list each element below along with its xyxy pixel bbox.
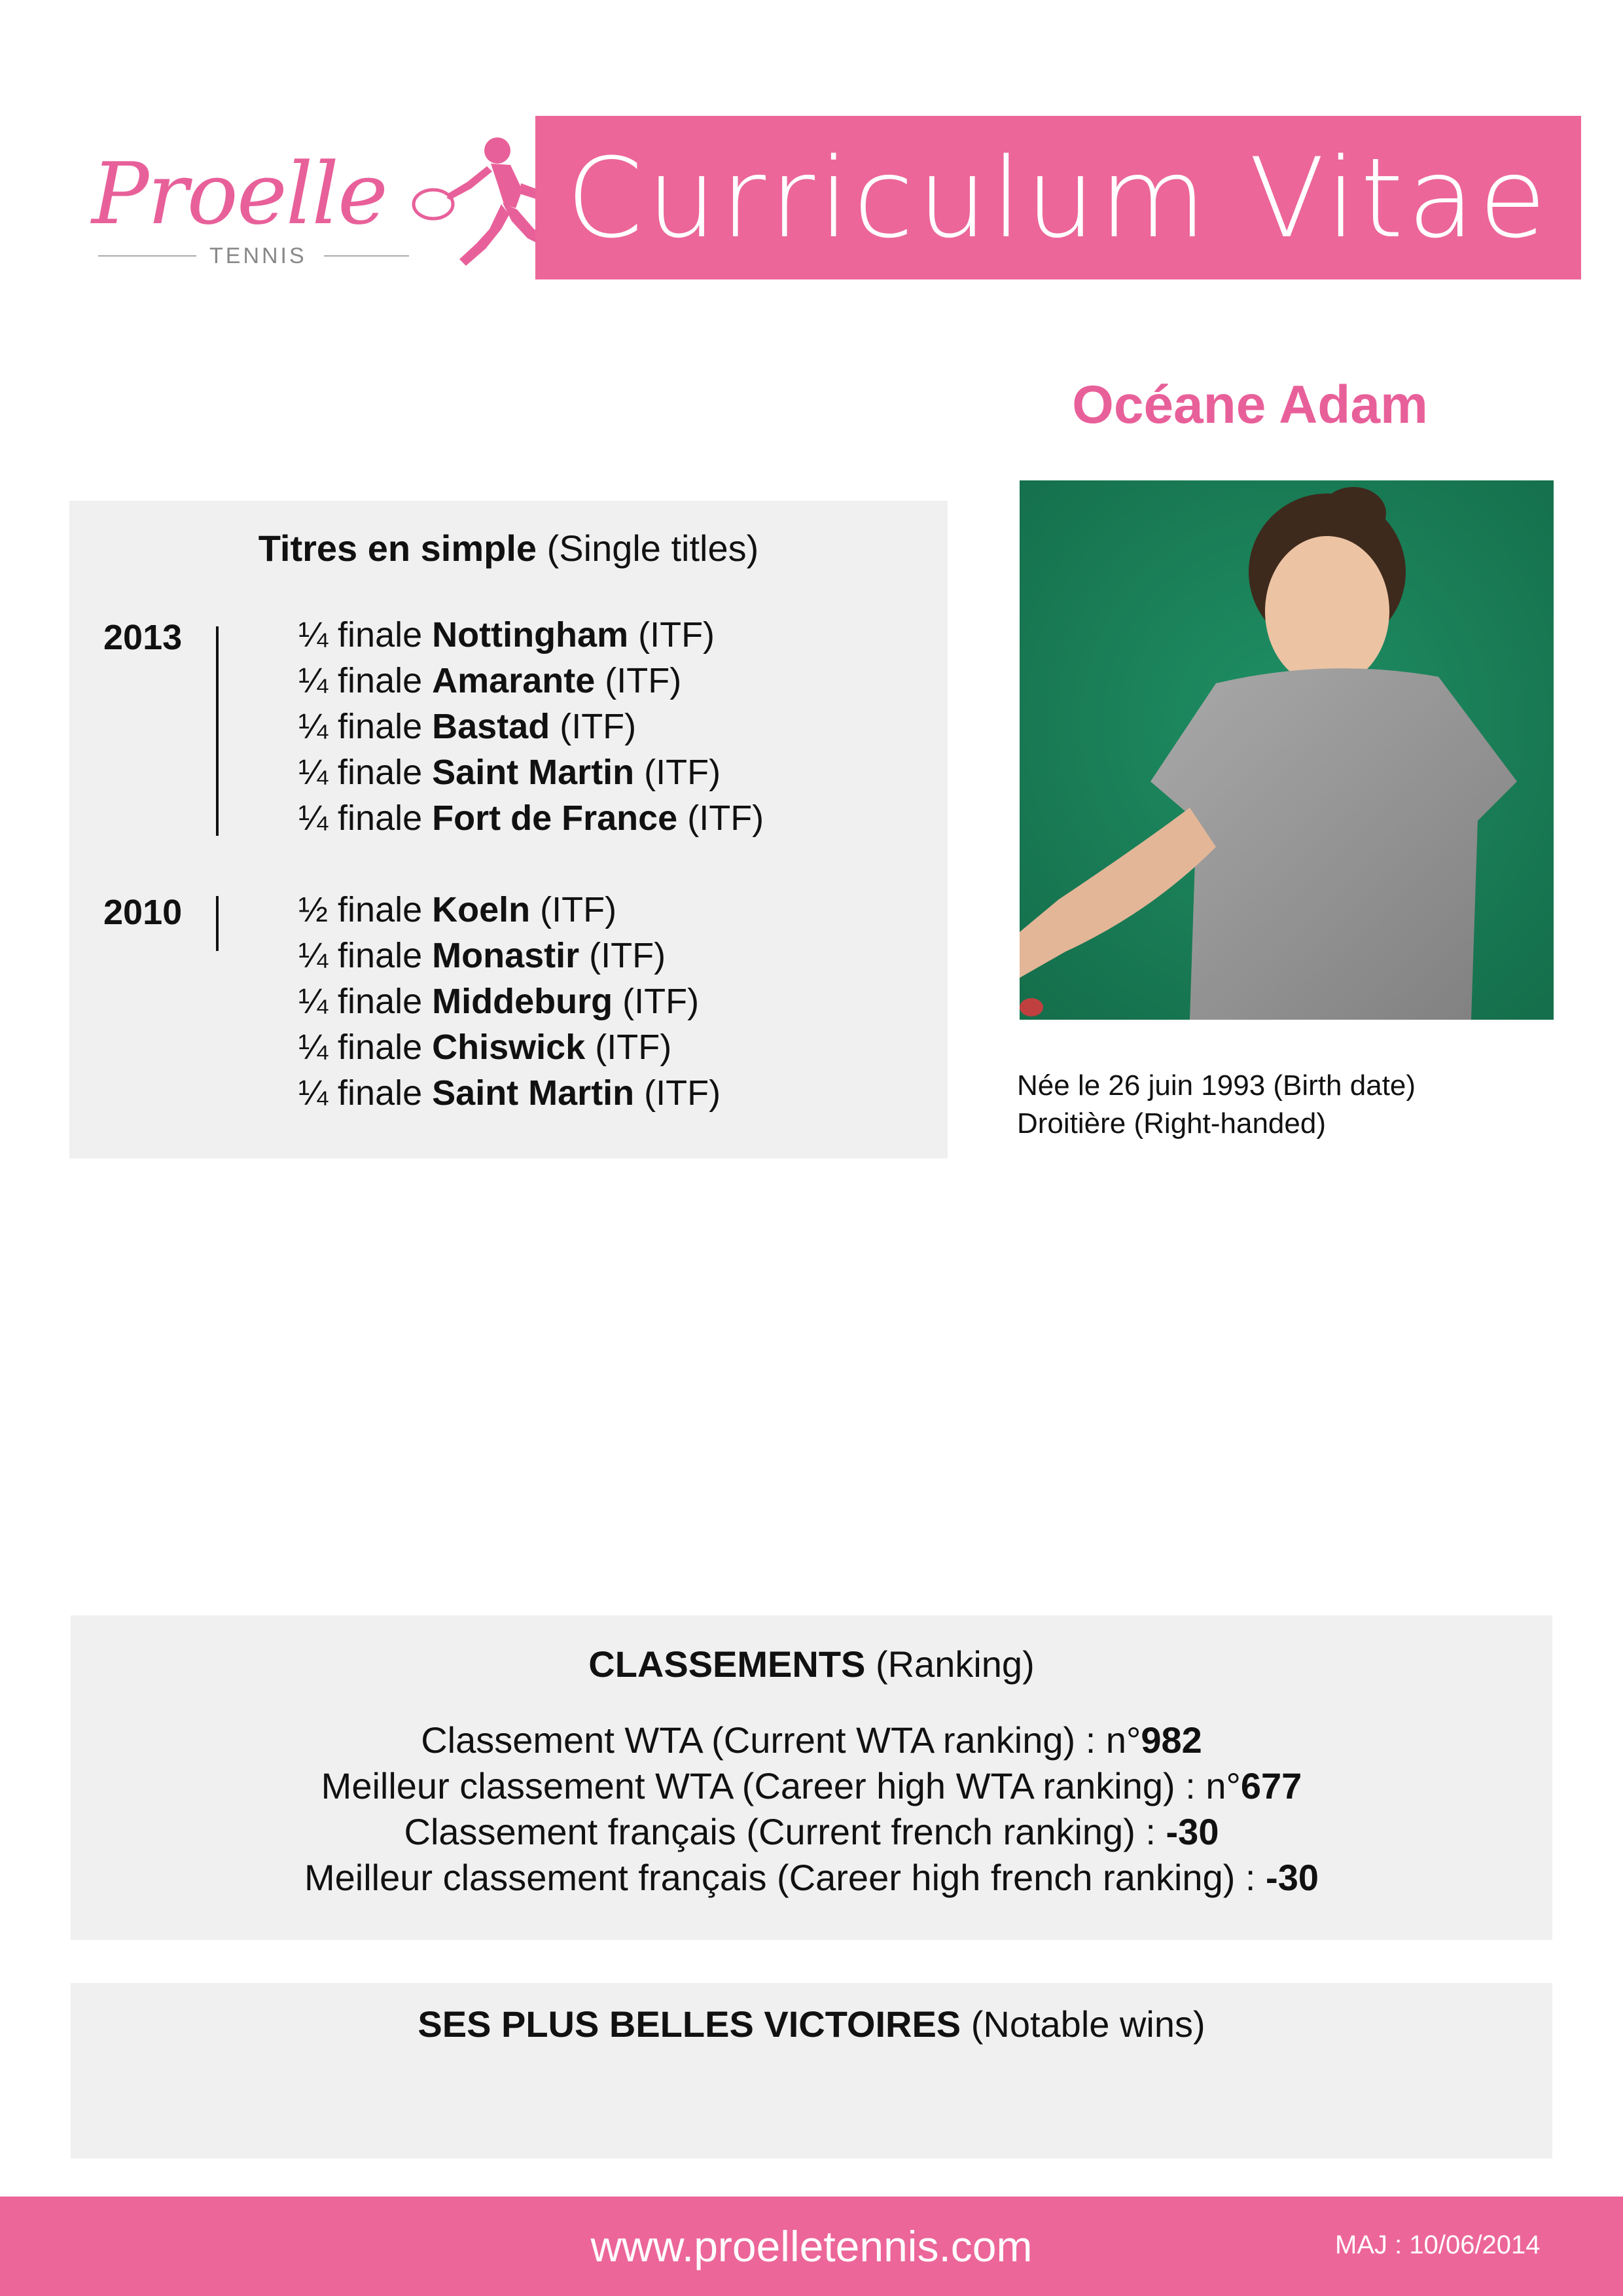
rankings-heading-rest: (Ranking) [865, 1643, 1035, 1685]
entry-round: ¼ finale [298, 753, 433, 792]
entry-category: (ITF) [677, 798, 764, 838]
entry-category: (ITF) [613, 982, 700, 1021]
entry-round: ¼ finale [298, 1073, 433, 1113]
entry-category: (ITF) [530, 890, 617, 929]
ranking-label: Classement WTA (Current WTA ranking) : n° [421, 1719, 1141, 1761]
entry-place: Bastad [432, 707, 550, 746]
last-updated: MAJ : 10/06/2014 [1335, 2231, 1541, 2259]
title-entry [298, 1073, 721, 1113]
year-label: 2013 [103, 618, 183, 657]
entry-round: ½ finale [298, 890, 433, 929]
ranking-label: Meilleur classement WTA (Career high WTA ranking) : n° [321, 1765, 1241, 1806]
ranking-row [71, 1765, 1552, 1807]
ranking-value: -30 [1166, 1811, 1219, 1852]
logo-divider-left [98, 255, 196, 257]
notable-wins-panel [71, 1983, 1552, 2159]
entry-category: (ITF) [634, 753, 721, 792]
logo-divider-right [324, 255, 409, 257]
ranking-value: 677 [1240, 1765, 1302, 1806]
entry-category: (ITF) [595, 661, 682, 700]
entry-place: Chiswick [432, 1028, 586, 1067]
title-entry [298, 615, 715, 655]
title-entry [298, 1027, 671, 1067]
entry-category: (ITF) [550, 707, 637, 746]
entry-round: ¼ finale [298, 615, 433, 655]
entry-place: Nottingham [432, 615, 629, 655]
wins-heading [71, 2003, 1552, 2045]
ranking-row [71, 1719, 1552, 1761]
entry-round: ¼ finale [298, 1028, 433, 1067]
entry-place: Saint Martin [432, 753, 635, 792]
player-photo [1020, 480, 1554, 1020]
singles-titles-panel [69, 501, 948, 1158]
entry-round: ¼ finale [298, 661, 433, 700]
entry-category: (ITF) [634, 1073, 721, 1113]
year-divider [216, 896, 219, 951]
birth-date: Née le 26 juin 1993 (Birth date) [1017, 1069, 1416, 1102]
rankings-heading [71, 1643, 1552, 1685]
entry-place: Koeln [432, 890, 531, 929]
ranking-label: Classement français (Current french ranking) : [404, 1811, 1166, 1852]
website-link[interactable]: www.proelletennis.com [590, 2222, 1033, 2270]
ranking-row [71, 1810, 1552, 1853]
entry-place: Fort de France [432, 798, 678, 838]
footer-bar [0, 2197, 1623, 2296]
page-title: Curriculum Vitae [566, 134, 1550, 262]
title-entry [298, 889, 616, 930]
rankings-heading-bold: CLASSEMENTS [588, 1643, 866, 1685]
year-divider [216, 626, 219, 836]
year-label: 2010 [103, 893, 183, 932]
entry-category: (ITF) [628, 615, 715, 655]
ranking-value: 982 [1141, 1719, 1202, 1761]
logo-script-text: Proelle [92, 144, 387, 243]
title-entry [298, 798, 764, 838]
title-entry [298, 981, 699, 1022]
entry-place: Middeburg [432, 982, 613, 1021]
titles-heading-rest: (Single titles) [537, 528, 759, 569]
ranking-row [71, 1856, 1552, 1899]
entry-category: (ITF) [585, 1028, 672, 1067]
ranking-value: -30 [1266, 1857, 1319, 1898]
entry-category: (ITF) [579, 936, 666, 975]
entry-round: ¼ finale [298, 707, 433, 746]
brand-logo [92, 131, 510, 275]
title-entry [298, 660, 681, 701]
title-entry [298, 752, 721, 793]
wins-heading-bold: SES PLUS BELLES VICTOIRES [418, 2003, 961, 2045]
titles-heading-bold: Titres en simple [258, 528, 537, 569]
entry-round: ¼ finale [298, 798, 433, 838]
entry-place: Monastir [432, 936, 580, 975]
ranking-label: Meilleur classement français (Career high french ranking) : [304, 1857, 1266, 1898]
entry-place: Amarante [432, 661, 596, 700]
player-name: Océane Adam [1072, 375, 1428, 435]
handedness: Droitière (Right-handed) [1017, 1107, 1326, 1139]
titles-heading [69, 527, 948, 569]
wins-heading-rest: (Notable wins) [961, 2003, 1205, 2045]
rankings-panel [71, 1615, 1552, 1940]
entry-round: ¼ finale [298, 982, 433, 1021]
title-entry [298, 706, 636, 747]
header-banner [535, 116, 1581, 279]
entry-round: ¼ finale [298, 936, 433, 975]
entry-place: Saint Martin [432, 1073, 635, 1113]
logo-sub-text: TENNIS [209, 243, 307, 268]
title-entry [298, 935, 666, 976]
